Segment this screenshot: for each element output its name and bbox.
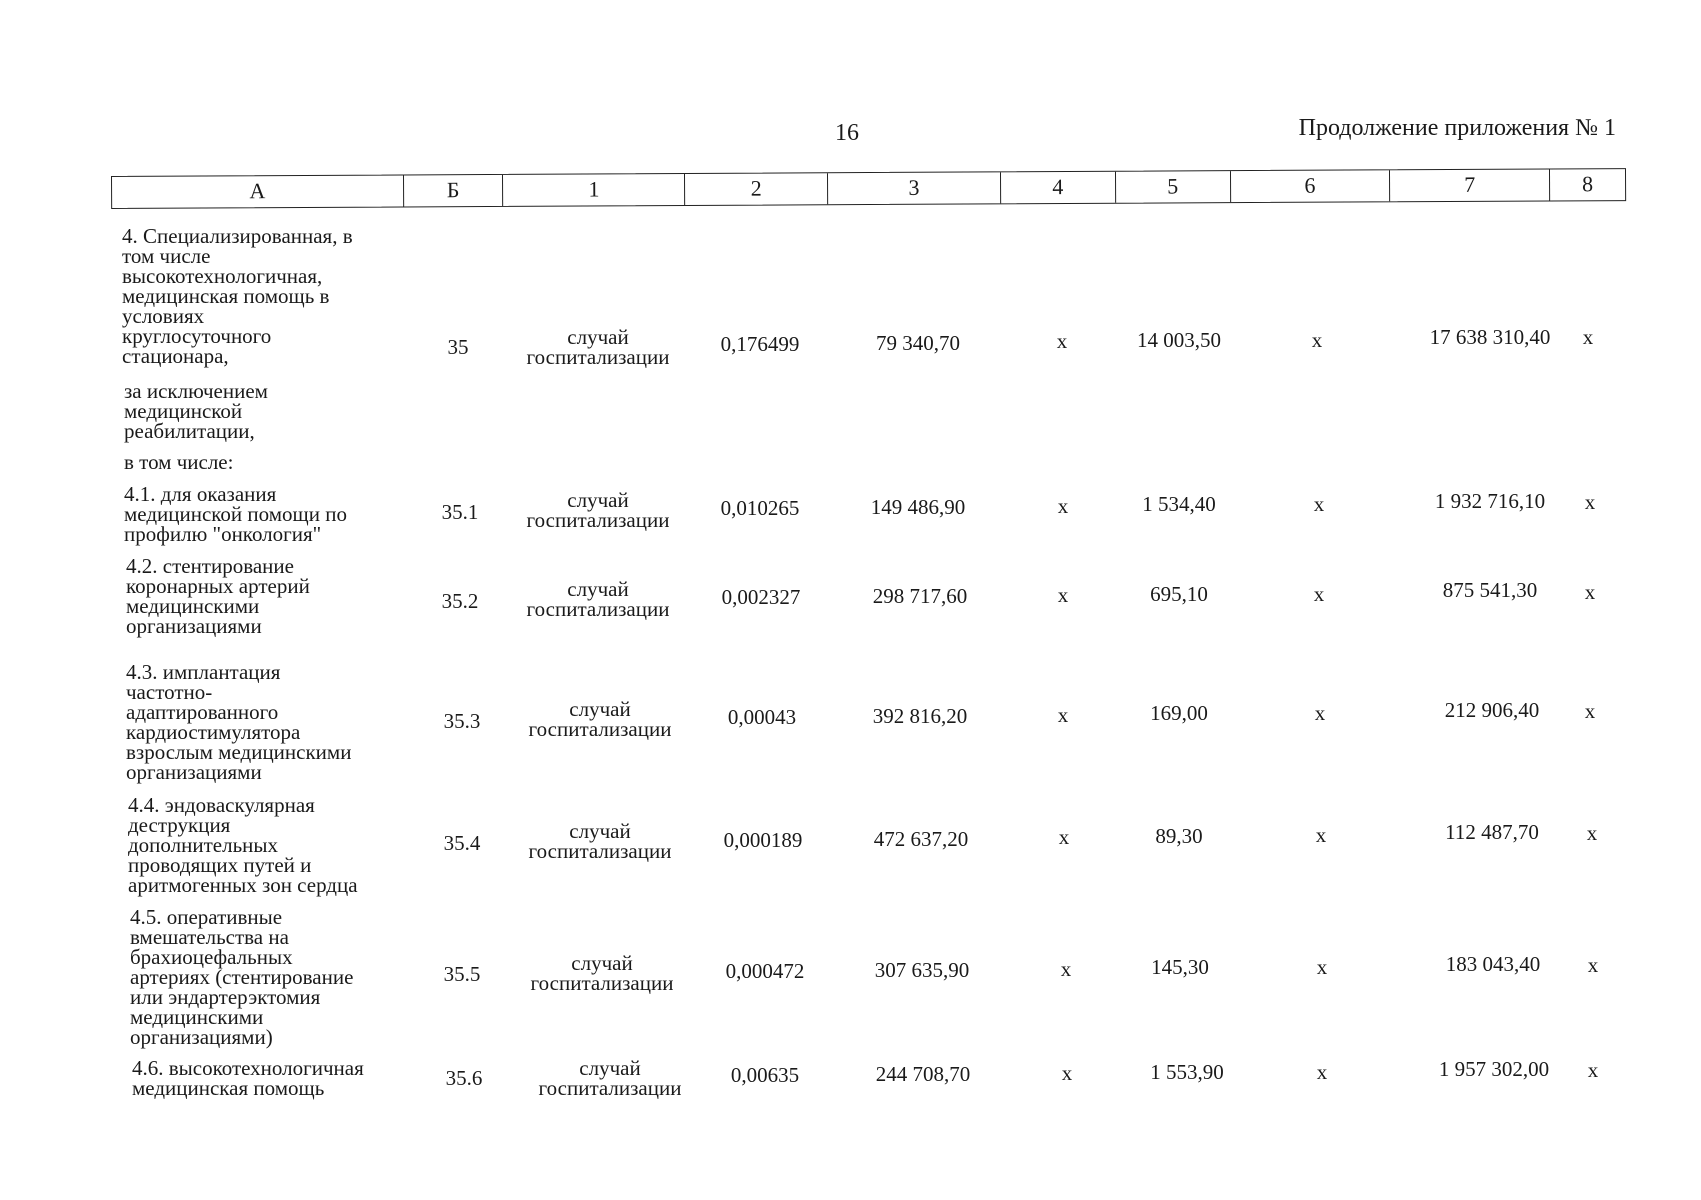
row-col5: 145,30 xyxy=(1151,955,1209,979)
header-cell-4: 4 xyxy=(1001,172,1116,204)
header-cell-a: А xyxy=(112,175,404,208)
row-col6: х xyxy=(1316,1060,1328,1084)
row-col8: х xyxy=(1587,1058,1599,1082)
row-code: 35 xyxy=(447,335,469,359)
row-col3: 392 816,20 xyxy=(872,704,968,728)
row-col6: х xyxy=(1314,701,1326,725)
row-col6: х xyxy=(1315,823,1327,847)
row-col2: 0,176499 xyxy=(720,332,800,356)
row-col4: х xyxy=(1057,703,1069,727)
row-col4: х xyxy=(1061,1061,1073,1085)
row-code: 35.4 xyxy=(443,831,481,855)
row-col3: 307 635,90 xyxy=(874,958,970,982)
row-col7: 875 541,30 xyxy=(1442,578,1538,602)
appendix-note: Продолжение приложения № 1 xyxy=(1298,115,1616,141)
row-label: 4.6. высокотехнологичная медицинская помощь xyxy=(132,1056,364,1100)
row-col2: 0,000189 xyxy=(723,828,803,852)
row-col4: х xyxy=(1057,583,1069,607)
row-col7: 212 906,40 xyxy=(1444,698,1540,722)
row-code: 35.2 xyxy=(441,589,479,613)
row-col5: 89,30 xyxy=(1155,824,1203,848)
table-header xyxy=(111,168,1626,209)
row-unit: случай госпитализации xyxy=(528,819,672,863)
row-unit: случай госпитализации xyxy=(538,1056,682,1100)
row-col8: х xyxy=(1584,580,1596,604)
row-col2: 0,010265 xyxy=(720,496,800,520)
row-label: 4.5. оперативные вмешательства на брахиоцефальных артериях (стентирование или эндартерэктомия медицинскими организациями) xyxy=(130,905,354,1049)
row-col6: х xyxy=(1313,582,1325,606)
row-col4: х xyxy=(1058,825,1070,849)
row-col8: х xyxy=(1582,325,1594,349)
row-col8: х xyxy=(1587,953,1599,977)
row-label-continuation: в том числе: xyxy=(124,450,234,474)
row-label-continuation: за исключением медицинской реабилитации, xyxy=(124,379,268,443)
row-unit: случай госпитализации xyxy=(530,951,674,995)
row-col7: 183 043,40 xyxy=(1445,952,1541,976)
header-cell-6: 6 xyxy=(1231,170,1391,202)
row-col2: 0,00635 xyxy=(730,1063,800,1087)
row-col8: х xyxy=(1584,699,1596,723)
row-col6: х xyxy=(1313,492,1325,516)
row-col8: х xyxy=(1586,821,1598,845)
row-unit: случай госпитализации xyxy=(526,488,670,532)
row-col5: 1 553,90 xyxy=(1150,1060,1224,1084)
row-label: 4.2. стентирование коронарных артерий медицинскими организациями xyxy=(126,554,310,638)
row-col2: 0,002327 xyxy=(721,585,801,609)
row-unit: случай госпитализации xyxy=(526,577,670,621)
row-col3: 472 637,20 xyxy=(873,827,969,851)
row-col7: 112 487,70 xyxy=(1445,820,1539,844)
row-col6: х xyxy=(1316,955,1328,979)
row-col5: 1 534,40 xyxy=(1142,492,1216,516)
row-col7: 17 638 310,40 xyxy=(1429,325,1551,349)
row-col3: 244 708,70 xyxy=(875,1062,971,1086)
row-col3: 298 717,60 xyxy=(872,584,968,608)
header-cell-b: Б xyxy=(404,175,504,207)
row-label: 4.1. для оказания медицинской помощи по профилю "онкология" xyxy=(124,482,347,546)
row-col4: х xyxy=(1057,494,1069,518)
row-col4: х xyxy=(1056,329,1068,353)
row-unit: случай госпитализации xyxy=(526,325,670,369)
row-col2: 0,00043 xyxy=(727,705,797,729)
row-col5: 169,00 xyxy=(1150,701,1208,725)
row-col2: 0,000472 xyxy=(725,959,805,983)
row-label: 4.3. имплантация частотно- адаптированного кардиостимулятора взрослым медицинскими организациями xyxy=(126,660,352,784)
row-col3: 149 486,90 xyxy=(870,495,966,519)
header-cell-8: 8 xyxy=(1582,171,1594,197)
row-col6: х xyxy=(1311,328,1323,352)
row-col5: 695,10 xyxy=(1150,582,1208,606)
row-col3: 79 340,70 xyxy=(876,331,960,355)
row-code: 35.6 xyxy=(445,1066,483,1090)
row-label: 4.4. эндоваскулярная деструкция дополнительных проводящих путей и аритмогенных зон сердца xyxy=(128,793,358,897)
row-unit: случай госпитализации xyxy=(528,697,672,741)
row-col5: 14 003,50 xyxy=(1137,328,1221,352)
row-label: 4. Специализированная, в том числе высокотехнологичная, медицинская помощь в условиях круглосуточного стационара, xyxy=(122,224,353,368)
header-cell-3: 3 xyxy=(828,172,1001,204)
row-code: 35.1 xyxy=(441,500,479,524)
row-col4: х xyxy=(1060,957,1072,981)
page-number: 16 xyxy=(835,120,859,146)
header-cell-7: 7 xyxy=(1390,169,1550,201)
row-col7: 1 957 302,00 xyxy=(1438,1057,1550,1081)
header-cell-5: 5 xyxy=(1116,171,1231,203)
row-col8: х xyxy=(1584,490,1596,514)
header-cell-2: 2 xyxy=(685,173,828,205)
row-code: 35.3 xyxy=(443,709,481,733)
row-col7: 1 932 716,10 xyxy=(1434,489,1546,513)
row-code: 35.5 xyxy=(443,962,481,986)
header-cell-1: 1 xyxy=(503,174,685,206)
